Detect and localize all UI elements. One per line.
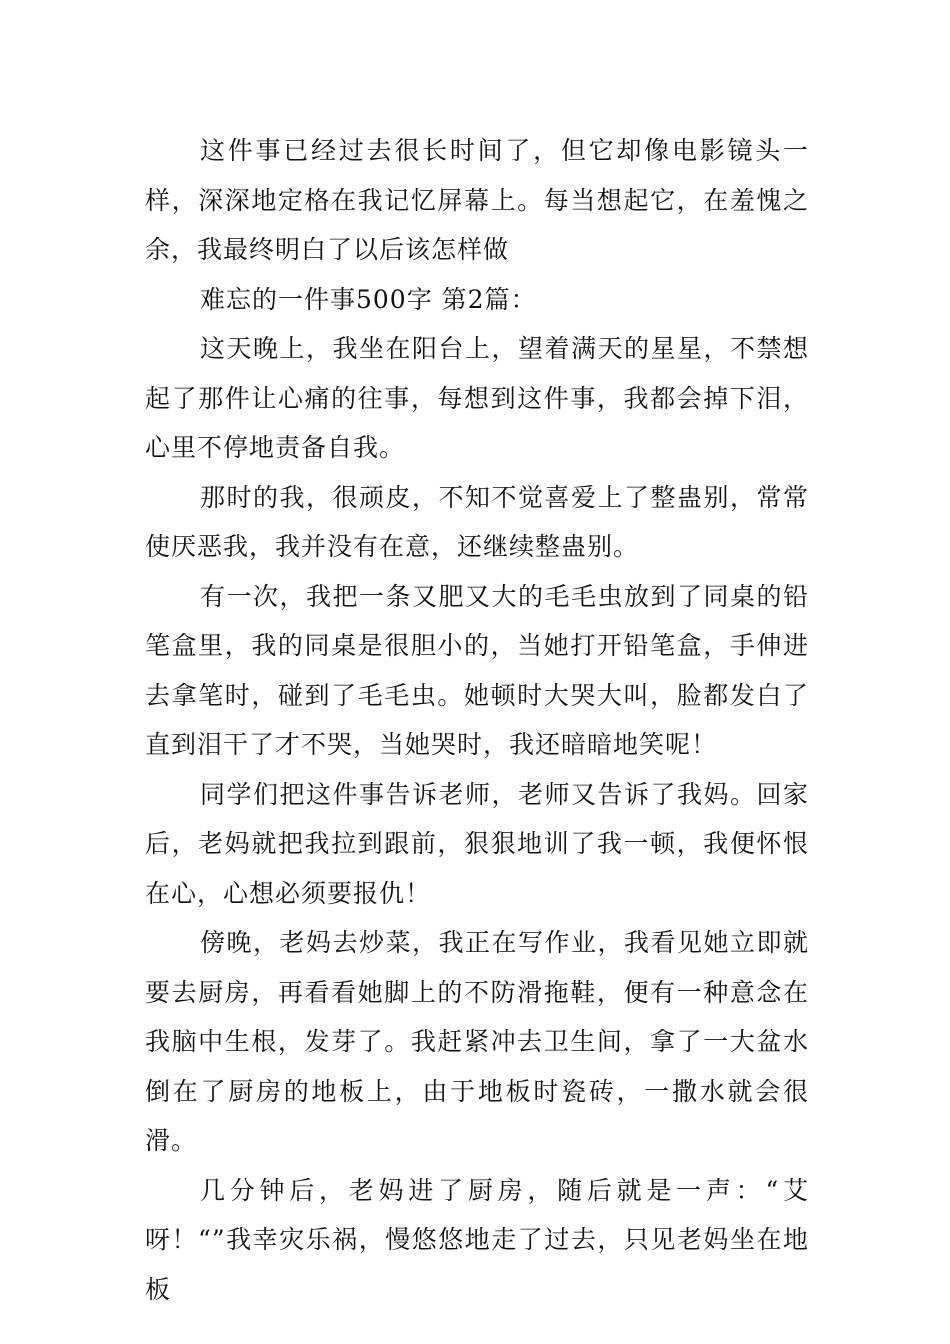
paragraph-5: 同学们把这件事告诉老师，老师又告诉了我妈。回家后，老妈就把我拉到跟前，狠狠地训了我一顿，我便怀恨在心，心想必须要报仇！ bbox=[145, 779, 809, 908]
paragraph-3: 那时的我，很顽皮，不知不觉喜爱上了整蛊别，常常使厌恶我，我并没有在意，还继续整蛊别。 bbox=[145, 482, 809, 561]
paragraph-2: 这天晚上，我坐在阳台上，望着满天的星星，不禁想起了那件让心痛的往事，每想到这件事，我都会掉下泪，心里不停地责备自我。 bbox=[145, 334, 809, 462]
section-heading: 难忘的一件事500字 第2篇： bbox=[200, 284, 537, 314]
paragraph-4: 有一次，我把一条又肥又大的毛毛虫放到了同桌的铅笔盒里，我的同桌是很胆小的，当她打开铅笔盒，手伸进去拿笔时，碰到了毛毛虫。她顿时大哭大叫，脸都发白了直到泪干了才不哭，当她哭时，我还暗暗地笑呢！ bbox=[145, 581, 809, 759]
document-body bbox=[145, 126, 809, 1314]
paragraph-1: 这件事已经过去很长时间了，但它却像电影镜头一样，深深地定格在我记忆屏幕上。每当想起它，在羞愧之余，我最终明白了以后该怎样做 bbox=[145, 136, 809, 264]
paragraph-6: 傍晚，老妈去炒菜，我正在写作业，我看见她立即就要去厨房，再看看她脚上的不防滑拖鞋，便有一种意念在我脑中生根，发芽了。我赶紧冲去卫生间，拿了一大盆水倒在了厨房的地板上，由于地板时瓷砖，一撒水就会很滑。 bbox=[145, 928, 809, 1155]
paragraph-7: 几分钟后，老妈进了厨房，随后就是一声：“艾呀！“”我幸灾乐祸，慢悠悠地走了过去，只见老妈坐在地板 bbox=[145, 1175, 809, 1304]
